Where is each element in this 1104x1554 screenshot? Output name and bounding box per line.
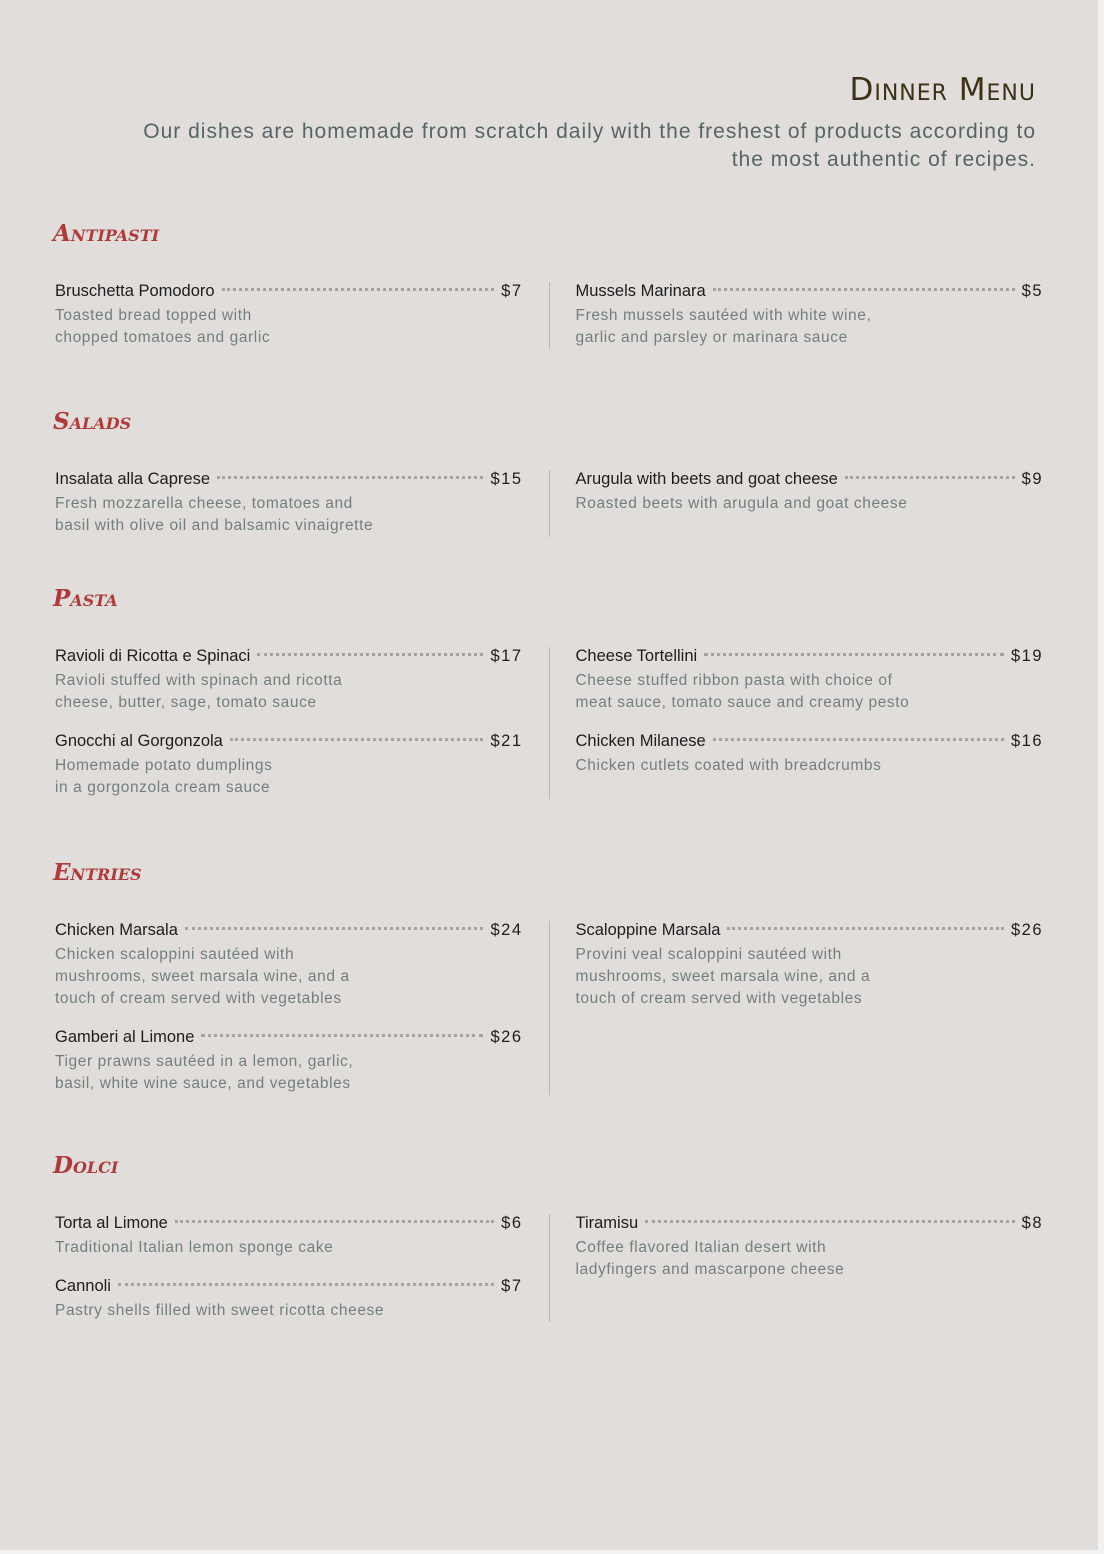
item-description: Cheese stuffed ribbon pasta with choice of meat sauce, tomato sauce and creamy pesto	[575, 672, 910, 711]
item-row	[576, 732, 1044, 754]
menu-item	[55, 1028, 523, 1095]
item-price: $9	[1021, 470, 1043, 488]
column-right	[550, 282, 1044, 349]
item-description: Fresh mozzarella cheese, tomatoes and basil with olive oil and balsamic vinaigrette	[55, 495, 374, 534]
section-columns	[55, 647, 1043, 799]
item-row	[576, 921, 1044, 943]
column-right	[550, 921, 1044, 1095]
item-description: Traditional Italian lemon sponge cake	[55, 1239, 334, 1256]
menu-item	[576, 921, 1044, 1010]
item-row	[55, 647, 523, 669]
menu-section-entries	[55, 859, 1043, 1095]
item-price: $24	[490, 921, 523, 939]
menu-section-dolci	[55, 1152, 1043, 1322]
section-columns	[55, 921, 1043, 1095]
item-price: $26	[1010, 921, 1043, 939]
item-row	[55, 470, 523, 492]
column-left	[55, 921, 550, 1095]
item-price: $8	[1021, 1214, 1043, 1232]
item-row	[55, 1277, 523, 1299]
section-columns	[55, 470, 1043, 537]
menu-section-salads	[55, 408, 1043, 537]
dot-leader	[175, 1220, 494, 1223]
item-description: Chicken cutlets coated with breadcrumbs	[575, 757, 882, 774]
menu-item	[55, 647, 523, 714]
item-price: $16	[1010, 732, 1043, 750]
column-left	[55, 1214, 550, 1322]
item-name: Chicken Milanese	[575, 732, 706, 750]
item-price: $15	[490, 470, 523, 488]
item-name: Cannoli	[55, 1277, 111, 1295]
dot-leader	[645, 1220, 1015, 1223]
page-subtitle: Our dishes are homemade from scratch daily with the freshest of products according to the most authentic of recipes.	[143, 120, 1036, 171]
section-title: Pasta	[53, 585, 118, 612]
item-row	[576, 1214, 1044, 1236]
menu-item	[55, 470, 523, 537]
column-left	[55, 647, 550, 799]
dot-leader	[230, 738, 484, 741]
item-price: $17	[490, 647, 523, 665]
item-row	[55, 1214, 523, 1236]
item-row	[576, 647, 1044, 669]
section-columns	[55, 1214, 1043, 1322]
item-row	[55, 732, 523, 754]
section-title: Salads	[53, 408, 132, 435]
item-price: $6	[501, 1214, 523, 1232]
menu-item	[576, 647, 1044, 714]
section-columns	[55, 282, 1043, 349]
section-title: Dolci	[53, 1152, 119, 1179]
item-description: Tiger prawns sautéed in a lemon, garlic, basil, white wine sauce, and vegetables	[55, 1053, 354, 1092]
item-name: Chicken Marsala	[55, 921, 178, 939]
column-right	[550, 1214, 1044, 1322]
item-name: Ravioli di Ricotta e Spinaci	[55, 647, 251, 665]
item-description: Toasted bread topped with chopped tomatoes and garlic	[55, 307, 271, 346]
dot-leader	[222, 288, 495, 291]
menu-item	[55, 282, 523, 349]
item-row	[576, 470, 1044, 492]
item-description: Chicken scaloppini sautéed with mushrooms, sweet marsala wine, and a touch of cream served with vegetables	[55, 946, 350, 1007]
item-name: Insalata alla Caprese	[55, 470, 211, 488]
item-name: Gnocchi al Gorgonzola	[55, 732, 223, 750]
dot-leader	[713, 738, 1004, 741]
item-name: Gamberi al Limone	[55, 1028, 195, 1046]
item-name: Cheese Tortellini	[575, 647, 698, 665]
dot-leader	[713, 288, 1015, 291]
menu-item	[576, 1214, 1044, 1281]
item-description: Fresh mussels sautéed with white wine, garlic and parsley or marinara sauce	[575, 307, 872, 346]
dot-leader	[118, 1283, 494, 1286]
menu-section-pasta	[55, 585, 1043, 799]
column-left	[55, 282, 550, 349]
page-title: Dinner Menu	[849, 72, 1036, 108]
item-row	[55, 1028, 523, 1050]
item-row	[55, 921, 523, 943]
item-name: Arugula with beets and goat cheese	[575, 470, 838, 488]
item-price: $7	[501, 282, 523, 300]
column-right	[550, 647, 1044, 799]
menu-item	[55, 1214, 523, 1259]
item-description: Pastry shells filled with sweet ricotta cheese	[55, 1302, 385, 1319]
item-description: Coffee flavored Italian desert with ladyfingers and mascarpone cheese	[575, 1239, 845, 1278]
item-row	[55, 282, 523, 304]
item-name: Bruschetta Pomodoro	[55, 282, 215, 300]
item-name: Torta al Limone	[55, 1214, 168, 1232]
dot-leader	[217, 476, 483, 479]
item-price: $26	[490, 1028, 523, 1046]
dot-leader	[257, 653, 483, 656]
item-name: Tiramisu	[575, 1214, 639, 1232]
dot-leader	[201, 1034, 483, 1037]
item-description: Provini veal scaloppini sautéed with mushrooms, sweet marsala wine, and a touch of cream served with vegetables	[575, 946, 871, 1007]
menu-item	[576, 470, 1044, 515]
item-description: Roasted beets with arugula and goat cheese	[575, 495, 908, 512]
item-price: $19	[1010, 647, 1043, 665]
menu-item	[55, 732, 523, 799]
dot-leader	[727, 927, 1004, 930]
menu-item	[55, 1277, 523, 1322]
item-description: Ravioli stuffed with spinach and ricotta cheese, butter, sage, tomato sauce	[55, 672, 343, 711]
menu-item	[55, 921, 523, 1010]
dot-leader	[704, 653, 1004, 656]
item-row	[576, 282, 1044, 304]
item-name: Scaloppine Marsala	[575, 921, 721, 939]
menu-item	[576, 282, 1044, 349]
column-left	[55, 470, 550, 537]
section-title: Antipasti	[53, 220, 160, 247]
dot-leader	[845, 476, 1015, 479]
item-price: $7	[501, 1277, 523, 1295]
item-price: $21	[490, 732, 523, 750]
column-right	[550, 470, 1044, 537]
section-title: Entries	[53, 859, 142, 886]
menu-section-antipasti	[55, 220, 1043, 349]
menu-item	[576, 732, 1044, 777]
item-description: Homemade potato dumplings in a gorgonzola cream sauce	[55, 757, 273, 796]
dot-leader	[185, 927, 484, 930]
item-name: Mussels Marinara	[575, 282, 706, 300]
item-price: $5	[1021, 282, 1043, 300]
